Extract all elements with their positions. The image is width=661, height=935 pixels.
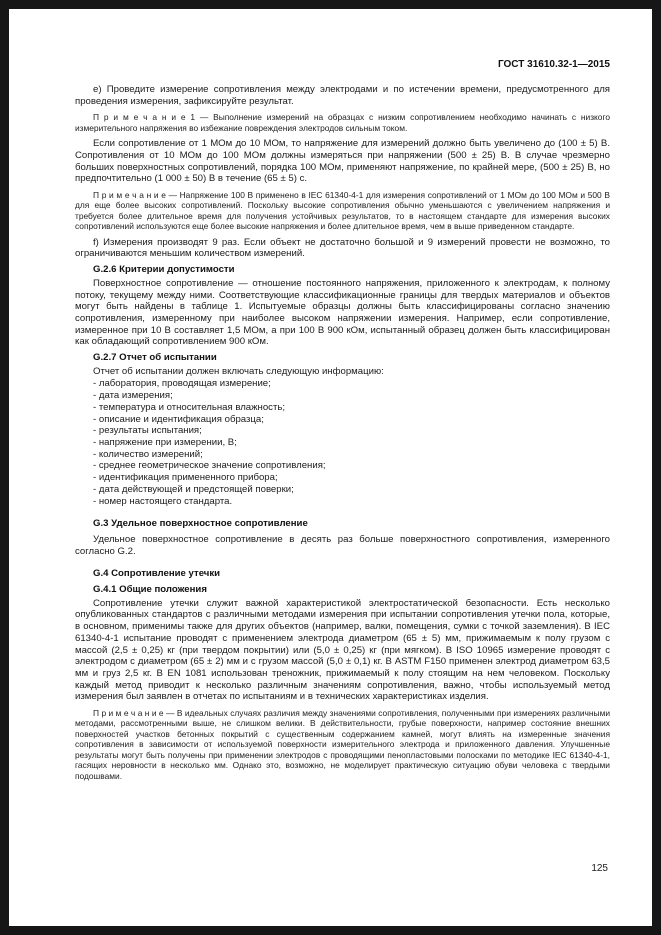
list-item: - описание и идентификация образца; — [93, 413, 264, 425]
paragraph-voltage-ranges: Если сопротивление от 1 МОм до 10 МОм, то напряжение для измерений должно быть увеличено до (100 ± 5) В. Сопротивления от 10 МОм до 100 МОм должны измеряться при напряжении (500 ± 25) В. В случае чрезмерно больших поверхностных сопротивлений, порядка 100 МОм, применяют напряжение, по крайней мере, (500 ± 25) В, но предпочтительно (1 000 ± 50) В в течение (65 ± 5) с. — [75, 138, 610, 185]
heading-g4-1: G.4.1 Общие положения — [93, 584, 207, 596]
list-item: - дата действующей и предстоящей поверки; — [93, 483, 294, 495]
list-item: - идентификация примененного прибора; — [93, 472, 278, 484]
document-body — [75, 84, 610, 781]
list-item: - напряжение при измерении, В; — [93, 437, 237, 448]
document-page — [9, 9, 652, 926]
list-item: - дата измерения; — [93, 390, 173, 402]
heading-g2-7: G.2.7 Отчет об испытании — [93, 352, 217, 364]
note-1: П р и м е ч а н и е 1 — Выполнение измерений на образцах с низким сопротивлением необходимо начинать с низкого измерительного напряжения во избежание повреждения электродов сильным током. — [75, 112, 610, 133]
list-item: - температура и относительная влажность; — [93, 401, 286, 413]
list-item: - количество измерений; — [93, 448, 203, 460]
paragraph-g2-7-intro: Отчет об испытании должен включать следующую информацию: — [93, 365, 384, 377]
list-item: - результаты испытания; — [93, 425, 202, 437]
note-3: П р и м е ч а н и е — В идеальных случаях различия между значениями сопротивления, полученными при измерениях различными методами, рассмотренными выше, не слишком велики. В действительности, грубые поверхности, например состояние внешних поверхностей участков бетонных покрытий с существенным содержанием камней, могут влиять на измеренные значения сопротивления в зависимости от используемой поверхности измерительного электрода и приложенного давления. Улучшенные результаты могут быть получены при применении электродов с проводящими пенопластовыми полосками по методике IEC 61340-4-1, гасящих неровности в несколько мм. Однако это, возможно, не моделирует практическую ситуацию обуви человека с твердыми подошвами. — [75, 708, 610, 781]
list-item: - лаборатория, проводящая измерение; — [93, 378, 271, 390]
paragraph-item-e: е) Проведите измерение сопротивления между электродами и по истечении времени, предусмотренного для проведения измерения, зафиксируйте результат. — [75, 84, 610, 107]
list-item: - среднее геометрическое значение сопротивления; — [93, 460, 326, 472]
heading-g4: G.4 Сопротивление утечки — [93, 568, 221, 580]
note-2: П р и м е ч а н и е — Напряжение 100 В применено в IEC 61340-4-1 для измерения сопротивлений от 1 МОм до 100 МОм и 500 В для еще более высоких сопротивлений. Поскольку высокие сопротивления обычно уменьшаются с увеличением напряжения и требуется более длительное время для получения устойчивых результатов, то в настоящем стандарте для измерения высоких сопротивлений используются еще более высокие напряжения и более длительное время, чем в выше приведенном стандарте. — [75, 190, 610, 232]
paragraph-g4-1: Сопротивление утечки служит важной характеристикой электростатической безопасности. Есть несколько опубликованных стандартов с различными методами измерения при испытании сопротивления утечки пола, которые, в основном, применимы также для других объектов (например, валки, помещения, сумки с точкой заземления). В IEC 61340-4-1 испытание проводят с применением электрода диаметром (65 ± 5) мм, прижимаемым к полу грузом с массой (2,5 ± 0,25) кг (при твердом покрытии) или (5,0 ± 0,25) кг (при мягком). В ISO 10965 измерение проводят с электродом с диаметром (65 ± 2) мм и с грузом массой (5,0 ± 0,1) кг. В ASTM F150 применен электрод диаметром 63,5 мм и груз 2,5 кг. В EN 1081 использован треножник, прижимаемый к полу стоящим на нем человеком. Поскольку каждый метод приводит к несколько различным значениям сопротивления, важно, чтобы используемый метод измерения был заявлен в отчетах по испытаниям и в технических характеристиках изделия. — [75, 597, 610, 703]
document-header: ГОСТ 31610.32-1—2015 — [497, 59, 610, 70]
report-items-list — [75, 378, 610, 507]
list-item: - номер настоящего стандарта. — [93, 495, 233, 507]
heading-g2-6: G.2.6 Критерии допустимости — [93, 264, 235, 276]
page-number: 125 — [591, 863, 608, 874]
paragraph-g3: Удельное поверхностное сопротивление в десять раз больше поверхностного сопротивления, измеренного согласно G.2. — [75, 533, 610, 557]
paragraph-item-f: f) Измерения производят 9 раз. Если объект не достаточно большой и 9 измерений провести не возможно, то ограничиваются меньшим количеством измерений. — [75, 236, 610, 260]
heading-g3: G.3 Удельное поверхностное сопротивление — [93, 518, 308, 530]
paragraph-g2-6: Поверхностное сопротивление — отношение постоянного напряжения, приложенного к электродам, к полному потоку, текущему между ними. Соответствующие классификационные границы для твердых материалов и объектов могут быть найдены в таблице 1. Испытуемые образцы должны быть классифицированы согласно значению сопротивления, измеренному при наиболее высоком напряжении измерения. Например, если сопротивление, измеренное при 10 В составляет 1,5 МОм, а при 100 В 900 кОм, испытанный образец должен быть классифицирован как обладающий сопротивлением 900 кОм. — [75, 277, 610, 348]
